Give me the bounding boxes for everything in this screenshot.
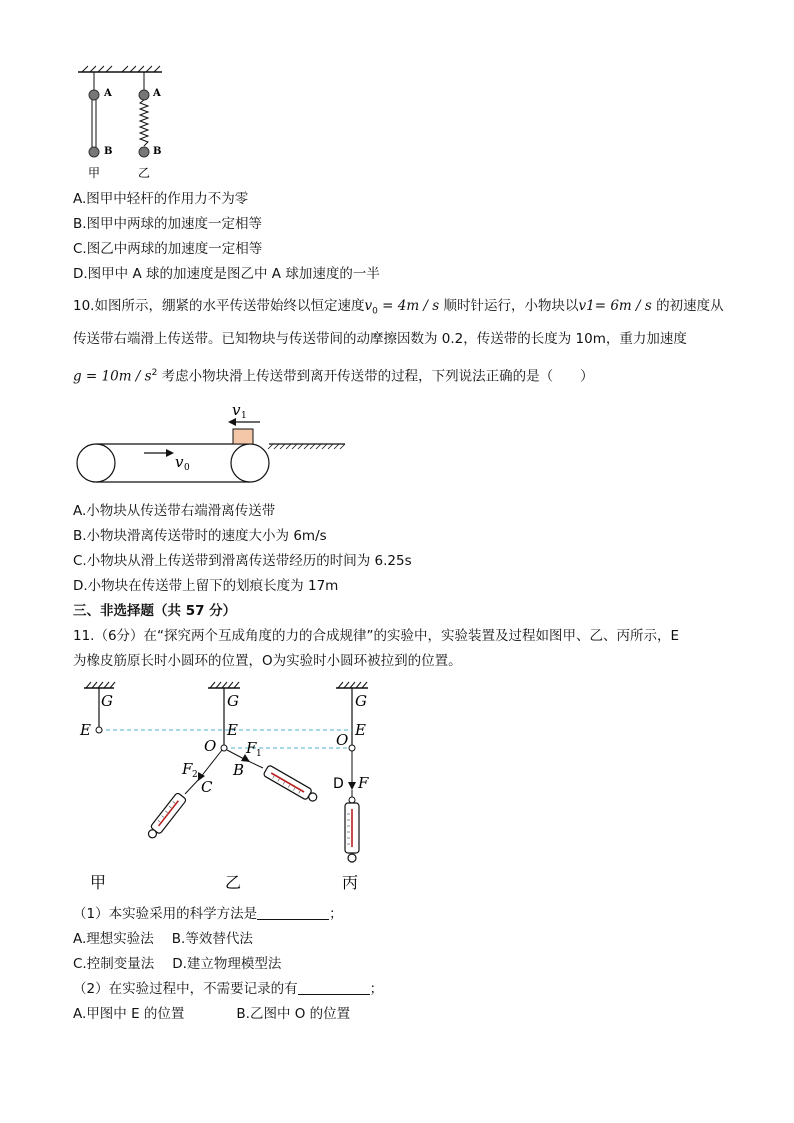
label-e-bing: E — [355, 721, 366, 739]
label-g-yi: G — [227, 692, 239, 710]
spring-icon — [140, 100, 148, 146]
q9-option-b: B.图甲中两球的加速度一定相等 — [73, 216, 263, 232]
section-heading: 三、非选择题（共 57 分） — [73, 603, 237, 619]
q11-sub1-option-c: C.控制变量法 — [73, 956, 155, 972]
spring-scale-right — [263, 765, 319, 804]
label-f1-sub: 1 — [256, 749, 262, 759]
ball-a-right — [139, 90, 149, 100]
label-d: D — [333, 776, 344, 792]
q10-option-a: A.小物块从传送带右端滑离传送带 — [73, 503, 276, 519]
pulley-left — [77, 444, 115, 482]
label-e-yi: E — [227, 721, 238, 739]
label-o-bing: O — [336, 731, 349, 749]
label-b-right: B — [153, 146, 162, 157]
q11-sub1-options-row1 — [73, 930, 253, 948]
q10-option-b: B.小物块滑离传送带时的速度大小为 6m/s — [73, 528, 327, 544]
ball-b-right — [139, 147, 149, 157]
label-a-right: A — [153, 88, 161, 99]
q11-sub1-option-d: D.建立物理模型法 — [172, 956, 282, 972]
ball-b-left — [89, 147, 99, 157]
q9-option-a: A.图甲中轻杆的作用力不为零 — [73, 191, 249, 207]
q10-stem-line3: $g = 10m / s^2$ 考虑小物块滑上传送带到离开传送带的过程，下列说法正确的是（ ） — [73, 368, 594, 385]
arrow-f-icon — [348, 782, 356, 790]
q10-stem-line2: 传送带右端滑上传送带。已知物块与传送带间的动摩擦因数为 0.2，传送带的长度为 10m，重力加速度 — [73, 331, 687, 347]
q11-stem-line1: 11.（6分）在“探究两个互成角度的力的合成规律”的实验中，实验装置及过程如图甲、乙、丙所示，E — [73, 628, 680, 644]
caption-yi: 乙 — [138, 166, 151, 180]
q11-sub1-options-row2 — [73, 955, 281, 973]
q11-sub2-options-row1 — [73, 1005, 350, 1023]
ring-jia — [96, 727, 102, 733]
label-v1-sub: 1 — [241, 411, 247, 421]
q9-option-d: D.图甲中 A 球的加速度是图乙中 A 球加速度的一半 — [73, 266, 380, 282]
caption-jia: 甲 — [90, 873, 107, 892]
block — [233, 429, 253, 444]
answer-blank-2[interactable] — [298, 980, 370, 995]
caption-bing: 丙 — [342, 873, 359, 892]
q10-stem-line1: 10.如图所示，绷紧的水平传送带始终以恒定速度$v_0 = 4m / s$ 顺时针运行，小物块以v1= 6m / s 的初速度从 — [73, 298, 724, 317]
answer-blank-1[interactable] — [257, 905, 329, 920]
q11-sub1: （1）本实验采用的科学方法是 ； — [73, 906, 343, 922]
q11-sub2-option-a: A.甲图中 E 的位置 — [73, 1006, 185, 1022]
spring-scale-left — [145, 792, 186, 840]
q10-option-d: D.小物块在传送带上留下的划痕长度为 17m — [73, 578, 339, 594]
caption-yi: 乙 — [225, 873, 242, 892]
ball-a-left — [89, 90, 99, 100]
figure-q9 — [70, 60, 170, 182]
label-f2: F — [182, 760, 193, 778]
q10-option-c: C.小物块从滑上传送带到滑离传送带经历的时间为 6.25s — [73, 553, 412, 569]
label-b-left: B — [104, 146, 113, 157]
q9-option-c: C.图乙中两球的加速度一定相等 — [73, 241, 263, 257]
label-b: B — [233, 761, 245, 779]
label-c: C — [201, 778, 213, 796]
label-f2-sub: 2 — [192, 770, 198, 780]
arrow-left-icon — [228, 418, 236, 426]
q11-sub1-option-b: B.等效替代法 — [171, 931, 253, 947]
label-o-yi: O — [204, 737, 217, 755]
pulley-right — [231, 444, 269, 482]
label-v1: v — [232, 401, 241, 419]
figure-q11 — [70, 676, 390, 898]
q11-sub2-option-b: B.乙图中 O 的位置 — [236, 1006, 351, 1022]
ring-bing — [349, 745, 355, 751]
arrow-right-icon — [166, 449, 174, 457]
label-f: F — [358, 774, 369, 792]
q11-stem-line2: 为橡皮筋原长时小圆环的位置，O为实验时小圆环被拉到的位置。 — [73, 653, 462, 669]
label-e-jia: E — [80, 721, 91, 739]
label-v0-sub: 0 — [184, 463, 190, 473]
label-a-left: A — [104, 88, 112, 99]
q11-sub2: （2）在实验过程中，不需要记录的有 ； — [73, 981, 384, 997]
spring-scale-bing — [345, 803, 359, 862]
label-v0: v — [175, 453, 184, 471]
label-f1: F — [246, 739, 257, 757]
caption-jia: 甲 — [88, 166, 101, 180]
q11-sub1-option-a: A.理想实验法 — [73, 931, 154, 947]
figure-q10-conveyor — [70, 398, 350, 490]
label-g-jia: G — [101, 692, 113, 710]
label-g-bing: G — [355, 692, 367, 710]
